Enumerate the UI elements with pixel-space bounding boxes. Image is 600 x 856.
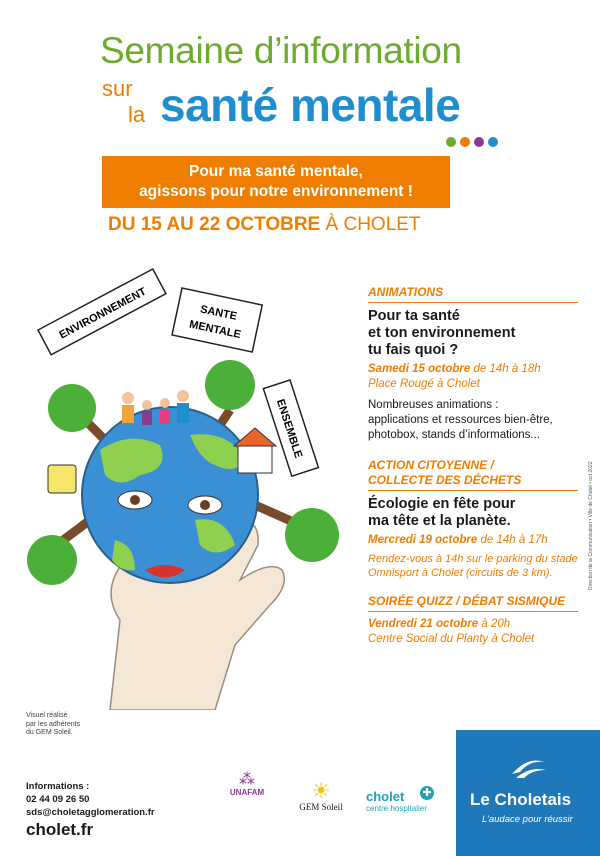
title-line2: santé mentale xyxy=(160,79,461,131)
choletais-logo-icon xyxy=(508,754,548,780)
truck-drawing xyxy=(48,465,76,493)
animations-title-1: Pour ta santé xyxy=(368,308,460,324)
date-range: DU 15 AU 22 OCTOBRE xyxy=(108,214,321,235)
animations-when xyxy=(368,362,578,377)
slogan-line1: Pour ma santé mentale, xyxy=(188,163,363,180)
unafam-icon: ⁂ xyxy=(239,771,255,788)
action-title-1: Écologie en fête pour xyxy=(368,496,516,512)
quizz-day: Vendredi 21 octobre xyxy=(368,618,479,630)
slogan-banner xyxy=(102,156,450,208)
le-choletais-block xyxy=(456,730,600,856)
choletais-name: Le Choletais xyxy=(470,790,572,809)
credit-line-2: par les adhérents xyxy=(26,720,81,728)
action-where-2: Omnisport à Cholet (circuits de 3 km). xyxy=(368,567,553,579)
sign-environnement xyxy=(38,269,166,355)
tree-left xyxy=(48,384,96,432)
animations-desc-3: photobox, stands d’informations... xyxy=(368,429,540,441)
logo-cholet-hospital xyxy=(366,790,427,813)
quizz-rule xyxy=(368,611,578,612)
title-line1: Semaine d’information xyxy=(100,30,462,71)
credit-line-3: du GEM Soleil. xyxy=(26,729,73,736)
quizz-when xyxy=(368,617,578,632)
gem-text: GEM Soleil xyxy=(299,802,343,812)
tree-bottom-left xyxy=(27,535,77,585)
action-heading-1: ACTION CITOYENNE / xyxy=(368,458,494,472)
info-email[interactable]: sds@choletagglomeration.fr xyxy=(26,807,155,818)
animations-where: Place Rougé à Cholet xyxy=(368,378,480,390)
title-dots xyxy=(446,137,498,147)
action-time: de 14h à 17h xyxy=(480,534,548,546)
action-title-2: ma tête et la planète. xyxy=(368,513,511,529)
section-action xyxy=(368,458,578,580)
dot-green xyxy=(446,137,456,147)
date-place: À CHOLET xyxy=(325,214,421,235)
tree-top xyxy=(205,360,255,410)
animations-heading: ANIMATIONS xyxy=(368,285,444,299)
slogan-line2: agissons pour notre environnement ! xyxy=(139,183,413,200)
animations-rule xyxy=(368,302,578,303)
pupil-right xyxy=(200,500,210,510)
pupil-left xyxy=(130,495,140,505)
animations-desc-2: applications et ressources bien-être, xyxy=(368,414,553,426)
action-rule xyxy=(368,490,578,491)
sign-mentale-text: MENTALE xyxy=(188,318,242,342)
animations-title-3: tu fais quoi ? xyxy=(368,342,459,358)
contact-info xyxy=(26,780,155,819)
animations-desc-1: Nombreuses animations : xyxy=(368,399,499,411)
animations-time: de 14h à 18h xyxy=(473,363,541,375)
sign-ensemble-text: ENSEMBLE xyxy=(273,397,305,460)
quizz-where: Centre Social du Planty à Cholet xyxy=(368,633,535,645)
action-when xyxy=(368,533,578,548)
cholet-sub-text: centre hospitalier xyxy=(366,804,427,813)
sign-sante-text: SANTE xyxy=(199,303,239,323)
info-phone: 02 44 09 26 50 xyxy=(26,794,90,805)
dot-blue xyxy=(488,137,498,147)
tree-right xyxy=(285,508,339,562)
sun-icon: ☀ xyxy=(311,778,331,803)
sign-sante-mentale xyxy=(172,288,262,352)
choletais-tagline: L’audace pour réussir xyxy=(482,814,573,825)
action-where-1: Rendez-vous à 14h sur le parking du stade xyxy=(368,553,578,565)
quizz-time: à 20h xyxy=(481,618,511,630)
vertical-imprint: Direction de la Communication • Ville de Cholet • oct 2022 xyxy=(588,461,594,590)
earth-hand-illustration xyxy=(20,260,365,710)
cross-icon: ✚ xyxy=(420,786,434,800)
earth-globe xyxy=(82,407,258,583)
animations-day: Samedi 15 octobre xyxy=(368,363,471,375)
logo-unafam xyxy=(212,772,282,797)
logo-gem-soleil xyxy=(286,780,356,812)
action-heading-2: COLLECTE DES DÉCHETS xyxy=(368,473,522,487)
section-animations xyxy=(368,285,578,443)
unafam-text: UNAFAM xyxy=(229,788,265,797)
website-link[interactable]: cholet.fr xyxy=(26,820,94,839)
animations-title-2: et ton environnement xyxy=(368,325,516,341)
dot-orange xyxy=(460,137,470,147)
info-label: Informations : xyxy=(26,781,90,792)
title-la: la xyxy=(128,102,146,127)
event-dates xyxy=(108,214,421,236)
quizz-heading: SOIRÉE QUIZZ / DÉBAT SISMIQUE xyxy=(368,594,566,608)
credit-line-1: Visuel réalisé xyxy=(26,712,68,719)
section-quizz xyxy=(368,594,578,647)
cholet-text: cholet xyxy=(366,789,405,804)
house-drawing xyxy=(234,428,276,473)
dot-purple xyxy=(474,137,484,147)
illustration-credit xyxy=(26,712,80,738)
action-day: Mercredi 19 octobre xyxy=(368,534,478,546)
title-sur: sur xyxy=(102,76,133,101)
sign-environnement-text: ENVIRONNEMENT xyxy=(57,285,149,342)
